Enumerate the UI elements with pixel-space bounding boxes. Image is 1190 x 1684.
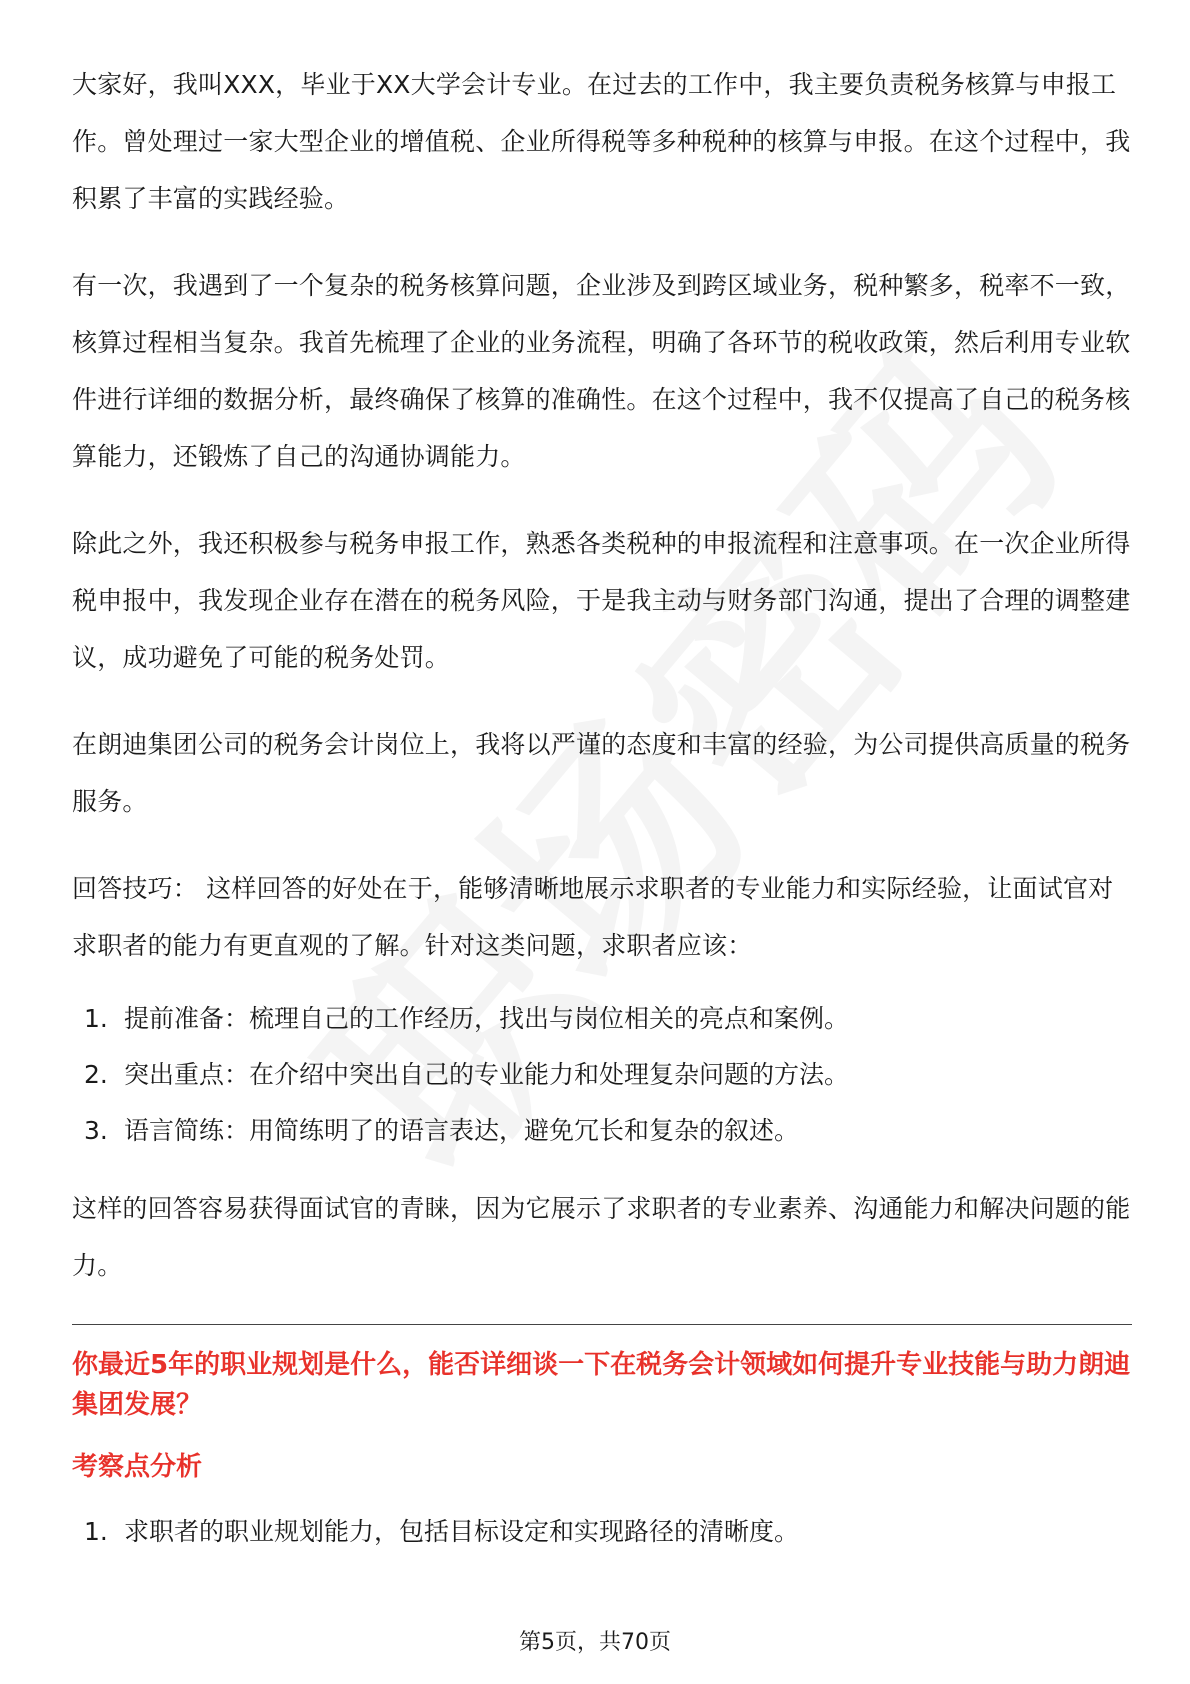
paragraph-declaration: 除此之外，我还积极参与税务申报工作，熟悉各类税种的申报流程和注意事项。在一次企业所得税申报中，我发现企业存在潜在的税务风险，于是我主动与财务部门沟通，提出了合理的调整建议，成功避免了可能的税务处罚。 [72,529,1131,672]
paragraph-closing: 这样的回答容易获得面试官的青睐，因为它展示了求职者的专业素养、沟通能力和解决问题的能力。 [72,1194,1131,1280]
paragraph-commitment: 在朗迪集团公司的税务会计岗位上，我将以严谨的态度和丰富的经验，为公司提供高质量的税务服务。 [72,730,1131,816]
tips-list [72,996,1132,1154]
section-heading: 考察点分析 [72,1452,203,1482]
page-number: 第5页，共70页 [519,1630,671,1655]
list-item: 3. 语言简练：用简练明了的语言表达，避免冗长和复杂的叙述。 [84,1116,800,1145]
list-item: 1. 提前准备：梳理自己的工作经历，找出与岗位相关的亮点和案例。 [84,1004,850,1033]
list-item: 2. 突出重点：在介绍中突出自己的专业能力和处理复杂问题的方法。 [84,1060,850,1089]
list-item: 1. 求职者的职业规划能力，包括目标设定和实现路径的清晰度。 [84,1517,800,1546]
paragraph-intro: 大家好，我叫XXX，毕业于XX大学会计专业。在过去的工作中，我主要负责税务核算与申报工作。曾处理过一家大型企业的增值税、企业所得税等多种税种的核算与申报。在这个过程中，我积累了丰富的实践经验。 [72,70,1131,213]
paragraph-experience: 有一次，我遇到了一个复杂的税务核算问题，企业涉及到跨区域业务，税种繁多，税率不一致，核算过程相当复杂。我首先梳理了企业的业务流程，明确了各环节的税收政策，然后利用专业软件进行详细的数据分析，最终确保了核算的准确性。在这个过程中，我不仅提高了自己的税务核算能力，还锻炼了自己的沟通协调能力。 [72,271,1131,471]
section-divider [72,1324,1132,1325]
paragraph-answer-tips: 回答技巧： 这样回答的好处在于，能够清晰地展示求职者的专业能力和实际经验，让面试官对求职者的能力有更直观的了解。针对这类问题，求职者应该： [72,874,1114,960]
page-content [72,56,1132,1581]
analysis-list [72,1509,1132,1555]
interview-question: 你最近5年的职业规划是什么，能否详细谈一下在税务会计领域如何提升专业技能与助力朗迪集团发展？ [72,1350,1131,1420]
